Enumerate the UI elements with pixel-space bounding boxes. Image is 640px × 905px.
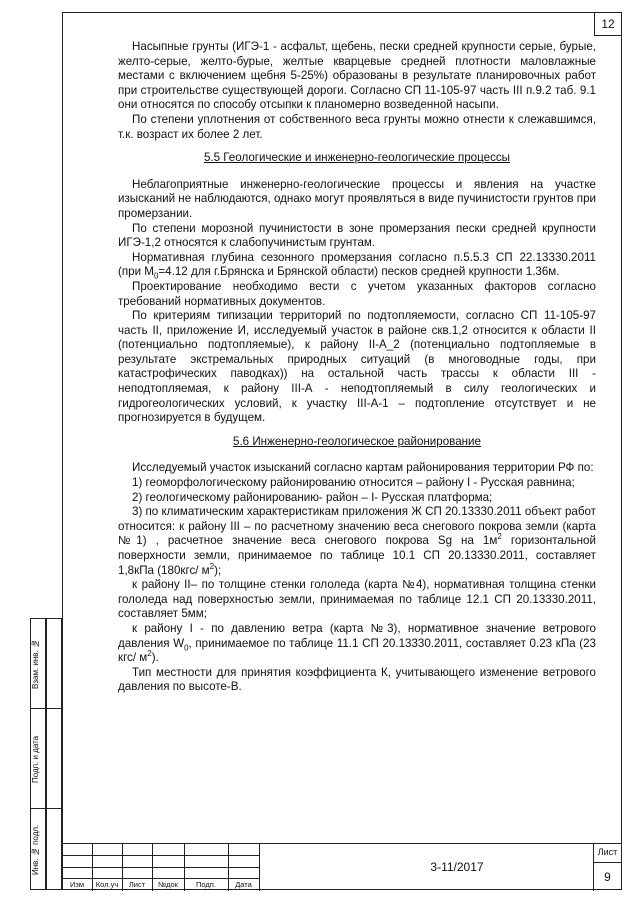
paragraph-geomorphology: 1) геоморфологическому районированию относится – району I - Русская равнина; bbox=[132, 476, 575, 490]
side-stamp bbox=[30, 618, 62, 890]
document-body bbox=[118, 40, 596, 695]
stamp-col-docnum: №док bbox=[158, 880, 178, 889]
paragraph-terrain-type: Тип местности для принятия коэффициента К, учитывающего изменение ветрового давления по высоте-В. bbox=[118, 665, 596, 694]
paragraph-compaction: По степени уплотнения от собственного веса грунты можно отнести к слежавшимся, т.к. возраст их более 2 лет. bbox=[118, 112, 596, 141]
stamp-col-count: Кол.уч bbox=[95, 880, 119, 889]
stamp-col-date: Дата bbox=[235, 880, 252, 889]
side-label-replace-inv: Взам. инв. № bbox=[31, 639, 40, 689]
paragraph-design: Проектирование необходимо вести с учетом указанных факторов согласно требований нормативных документов. bbox=[118, 279, 596, 308]
paragraph-processes: Неблагоприятные инженерно-геологические процессы и явления на участке изысканий не наблюдаются, однако могут проявляться в виде пучинистости грунтов при промерзании. bbox=[118, 177, 596, 220]
title-block-stamp bbox=[62, 843, 622, 890]
sheet-label: Лист bbox=[597, 847, 618, 857]
side-label-sign-date: Подп. и дата bbox=[31, 735, 40, 783]
paragraph-freezing-depth: Нормативная глубина сезонного промерзания согласно п.5.5.3 СП 22.13330.2011 (при $M_0=4.12$ для г.Брянска и Брянской области) песков средней крупности 1.36м. bbox=[118, 250, 596, 281]
paragraph-zoning-intro: Исследуемый участок изысканий согласно картам районирования территории РФ по: bbox=[132, 461, 594, 475]
stamp-col-sheet: Лист bbox=[128, 880, 146, 889]
top-page-number: 12 bbox=[594, 12, 622, 36]
stamp-col-sign: Подп. bbox=[196, 880, 216, 889]
paragraph-ice-load: к району II– по толщине стенки гололеда (карта №4), нормативная толщина стенки гололеда над поверхностью земли, принимаемая по таблице 12.1 СП 20.13330.2011, составляет 5мм; bbox=[118, 578, 596, 621]
paragraph-fill-soils: Насыпные грунты (ИГЭ-1 - асфальт, щебень, пески средней крупности серые, бурые, желто-серые, желто-бурые, желтые кварцевые средней плотности маловлажные местами с включением щебня 5-25%) образованы в результате планировочных работ при строительстве существующей дороги. Согласно СП 11-105-97 часть III п.9.2 таб. 9.1 они относятся по способу отсыпки к планомерно возведенной насыпи. bbox=[118, 40, 596, 112]
paragraph-geology: 2) геологическому районированию- район – I- Русская платформа; bbox=[132, 490, 493, 504]
paragraph-wind-load: к району I - по давлению ветра (карта №3), нормативное значение ветрового давления $W_0$, принимаемое по таблице 11.1 СП 20.13330.2011, составляет 0.23 кПа (23 кгс/ $м^2$). bbox=[118, 621, 597, 665]
stamp-col-change: Изм bbox=[70, 880, 84, 889]
section-heading-5-6: 5.6 Инженерно-геологическое районирование bbox=[233, 434, 481, 448]
section-heading-5-5: 5.5 Геологические и инженерно-геологические процессы bbox=[203, 151, 511, 165]
paragraph-snow-load: 3) по климатическим характеристикам приложения Ж СП 20.13330.2011 объект работ относится: к району III – по расчетному значению веса снегового покрова земли (карта №1) , расчетное значение веса снегового покрова Sg на $1м^2$ горизонтальной поверхности земли, принимаемое по таблице 10.1 СП 20.13330.2011, составляет 1,8кПа (180кгс/ $м^2$); bbox=[118, 505, 596, 577]
paragraph-flooding: По критериям типизации территорий по подтопляемости, согласно СП 11-105-97 часть II, приложение И, исследуемый участок в районе скв.1,2 относится к области II (потенциально подтопляемые), к району II-А_2 (потенциально подтопляемые в результате экстремальных природных ситуаций (в многоводные годы, при катастрофических паводках)) на остальной часть трассы к области III - неподтопляемая, к району III-А - неподтопляемый в силу геологических и гидрогеологических условий, к участку III-А-1 – подтопление отсутствует и не прогнозируется в будущем. bbox=[118, 309, 596, 425]
side-label-inv-original: Инв. № подл. bbox=[31, 824, 40, 876]
sheet-number: 9 bbox=[604, 870, 611, 884]
document-number: 3-11/2017 bbox=[430, 860, 484, 874]
paragraph-frost-heave: По степени морозной пучинистости в зоне промерзания пески средней крупности ИГЭ-1,2 относятся к слабопучинистым грунтам. bbox=[118, 221, 596, 250]
